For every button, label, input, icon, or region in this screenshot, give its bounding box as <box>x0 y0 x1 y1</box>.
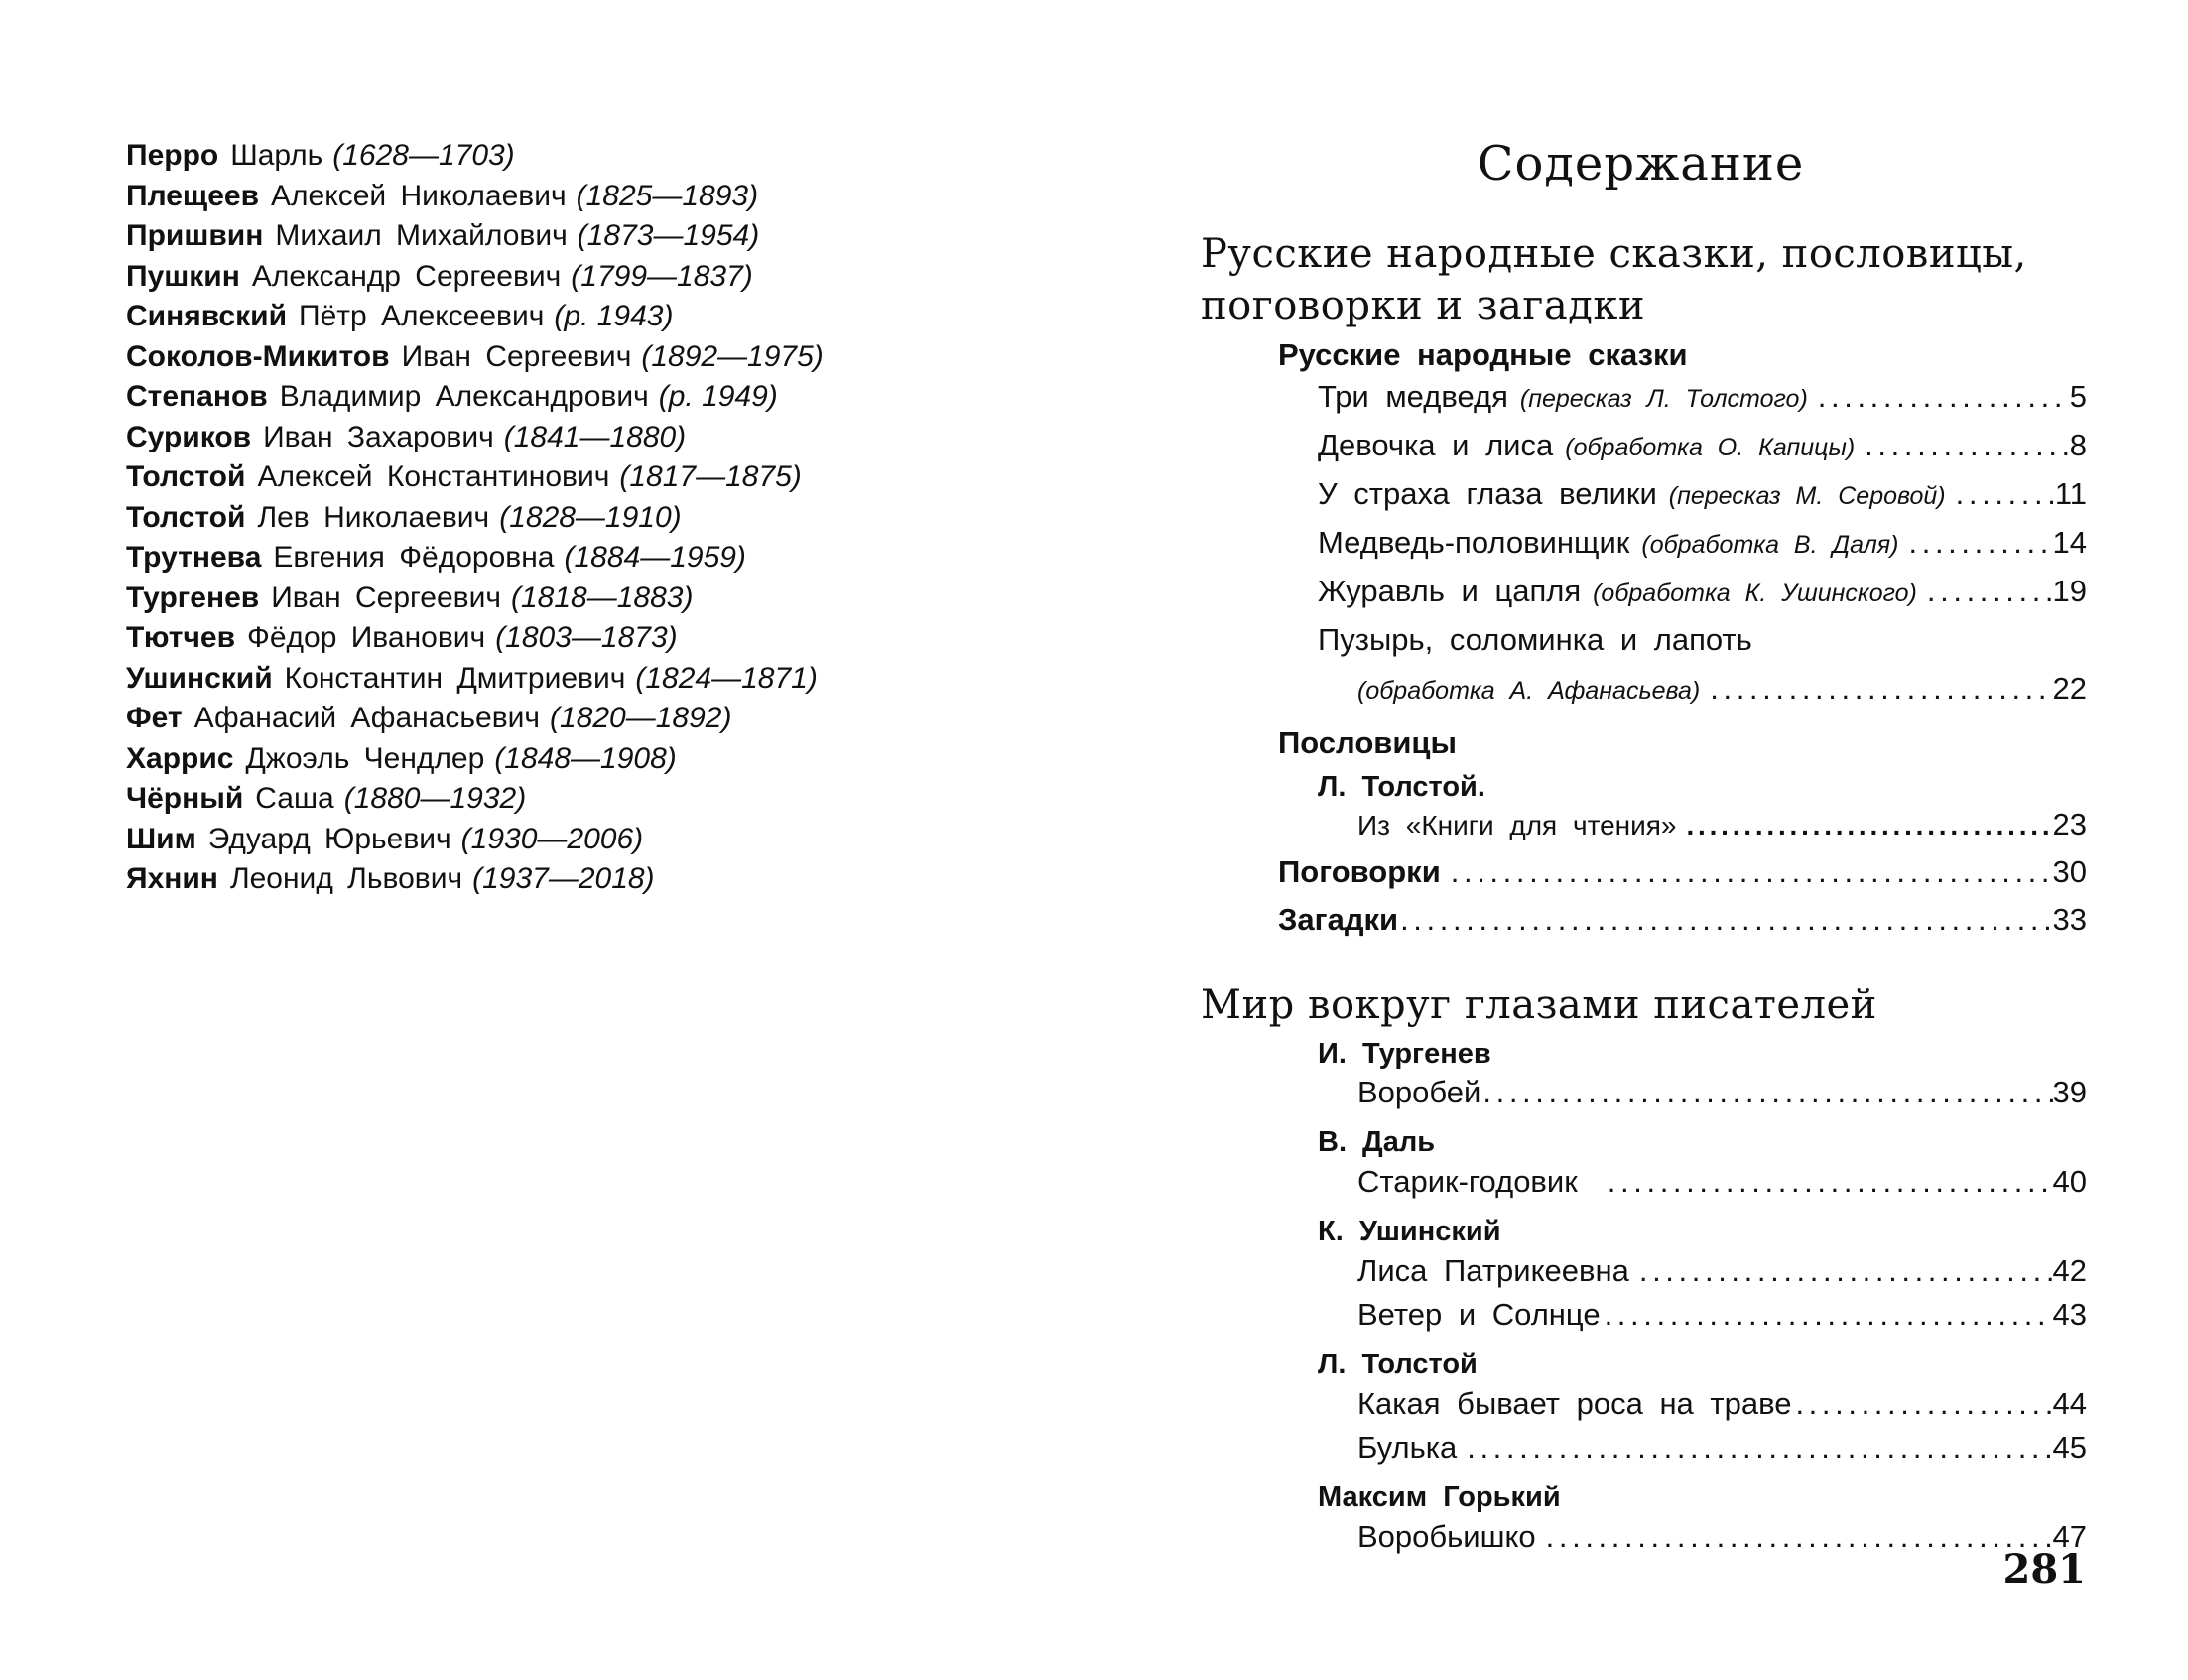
author-entry <box>126 579 1118 619</box>
entry-note: (обработка А. Афанасьева) <box>1357 677 1701 705</box>
author-entry <box>126 779 1118 820</box>
page-ref: 23 <box>2052 807 2087 841</box>
entry-title: У страха глаза велики <box>1318 476 1657 511</box>
author-entry <box>126 377 1118 418</box>
author-entry <box>126 136 1118 177</box>
author-heading: К. Ушинский <box>1318 1216 1501 1247</box>
page-ref: 43 <box>2052 1297 2087 1332</box>
toc-entry[interactable] <box>1357 1519 2087 1565</box>
leader-dots <box>1400 902 2052 938</box>
entry-title: Девочка и лиса <box>1318 428 1554 462</box>
page-ref: 19 <box>2052 574 2087 608</box>
entry-note: (пересказ Л. Толстого) <box>1519 385 1808 413</box>
author-surname: Пушкин <box>126 259 240 293</box>
page-ref: 42 <box>2052 1253 2087 1288</box>
entry-title: Из «Книги для чтения» <box>1357 810 1677 840</box>
entry-title: Пузырь, соломинка и лапоть <box>1318 622 1752 657</box>
author-heading: И. Тургенев <box>1318 1038 1491 1070</box>
author-entry <box>126 297 1118 337</box>
section-heading: Русские народные сказки, пословицы, <box>1201 231 2027 277</box>
author-surname: Соколов-Микитов <box>126 339 390 373</box>
author-name: Константин Дмитриевич <box>284 661 626 695</box>
author-name: Владимир Александрович <box>279 380 649 413</box>
entry-note: (обработка К. Ушинского) <box>1593 580 1917 607</box>
author-years: (1825—1893) <box>576 179 759 212</box>
author-entry <box>126 699 1118 739</box>
author-entry <box>126 498 1118 539</box>
author-years: (1824—1871) <box>635 661 818 695</box>
page-ref: 14 <box>2052 525 2087 560</box>
author-name: Шарль <box>230 139 323 172</box>
entry-title: Журавль и цапля <box>1318 574 1582 608</box>
entry-title: Какая бывает роса на траве <box>1357 1386 1792 1421</box>
entry-note: (обработка О. Капицы) <box>1565 434 1856 461</box>
toc-entry[interactable] <box>1278 854 2087 902</box>
author-years: (1828—1910) <box>499 500 682 534</box>
author-name: Евгения Фёдоровна <box>273 541 555 574</box>
leader-dots <box>1687 810 2053 841</box>
toc-entry[interactable] <box>1357 1075 2087 1120</box>
author-name: Иван Захарович <box>263 420 494 453</box>
page-ref: 22 <box>2052 671 2087 706</box>
author-entry <box>126 739 1118 780</box>
entry-title: Булька <box>1357 1430 1458 1465</box>
table-of-contents <box>1201 129 2087 1565</box>
page-ref: 39 <box>2052 1075 2087 1109</box>
entry-title: Медведь-половинщик <box>1318 525 1630 560</box>
author-surname: Трутнева <box>126 541 262 574</box>
leader-dots <box>1482 1075 2052 1110</box>
author-surname: Плещеев <box>126 179 260 212</box>
author-name: Алексей Константинович <box>257 460 610 493</box>
author-years: (1930—2006) <box>460 822 644 855</box>
author-heading: В. Даль <box>1318 1126 1436 1158</box>
author-surname: Чёрный <box>126 782 244 815</box>
toc-entry[interactable] <box>1357 1253 2087 1297</box>
author-years: (1799—1837) <box>571 259 753 293</box>
toc-entry[interactable] <box>1318 525 2087 574</box>
leader-dots <box>1546 1519 2053 1555</box>
author-years: (1884—1959) <box>564 541 746 574</box>
group-heading: Пословицы <box>1278 725 1457 760</box>
author-name: Михаил Михайлович <box>275 219 568 252</box>
page-ref: 47 <box>2052 1519 2087 1554</box>
page-ref: 5 <box>2069 379 2087 414</box>
author-surname: Толстой <box>126 460 246 493</box>
leader-dots <box>1467 1430 2052 1466</box>
toc-entry[interactable] <box>1318 428 2087 476</box>
author-surname: Ушинский <box>126 661 273 695</box>
leader-dots <box>1865 428 2070 463</box>
author-surname: Фет <box>126 702 183 734</box>
author-surname: Яхнин <box>126 862 218 895</box>
leader-dots <box>1795 1386 2052 1422</box>
leader-dots <box>1710 671 2052 707</box>
author-years: (1803—1873) <box>495 621 678 654</box>
entry-title: Три медведя <box>1318 379 1508 414</box>
toc-entry[interactable] <box>1278 902 2087 950</box>
toc-entry[interactable] <box>1318 476 2087 525</box>
author-years: (1873—1954) <box>577 219 760 252</box>
author-surname: Толстой <box>126 500 246 534</box>
author-name: Иван Сергеевич <box>271 581 501 614</box>
author-name: Александр Сергеевич <box>251 259 562 293</box>
author-surname: Харрис <box>126 741 234 775</box>
leader-dots <box>1818 379 2070 415</box>
author-years: (1628—1703) <box>332 139 515 172</box>
author-entry <box>126 618 1118 659</box>
author-name: Фёдор Иванович <box>247 621 486 654</box>
toc-entry[interactable] <box>1357 807 2087 854</box>
page-ref: 11 <box>2054 476 2087 511</box>
entry-note: (пересказ М. Серовой) <box>1668 482 1946 510</box>
author-surname: Тургенев <box>126 581 260 614</box>
author-surname: Суриков <box>126 420 252 453</box>
entry-title: Воробьишко <box>1357 1519 1536 1554</box>
section-heading: Мир вокруг глазами писателей <box>1201 982 1877 1028</box>
page-ref: 30 <box>2052 854 2087 889</box>
author-years: (1841—1880) <box>503 420 687 453</box>
author-entry <box>126 820 1118 860</box>
page-ref: 44 <box>2052 1386 2087 1421</box>
author-name: Пётр Алексеевич <box>299 300 545 332</box>
author-entry <box>126 216 1118 257</box>
entry-title: Загадки <box>1278 902 1399 937</box>
author-years: (1880—1932) <box>343 782 527 815</box>
page-ref: 45 <box>2052 1430 2087 1465</box>
author-surname: Пришвин <box>126 219 264 252</box>
author-years: (1817—1875) <box>619 460 802 493</box>
authors-index <box>126 136 1118 900</box>
author-years: (р. 1943) <box>554 300 674 332</box>
author-entry <box>126 659 1118 700</box>
author-name: Эдуард Юрьевич <box>207 822 451 855</box>
author-years: (1937—2018) <box>472 862 655 895</box>
author-entry <box>126 418 1118 458</box>
section-heading: поговорки и загадки <box>1201 283 1645 328</box>
page-ref: 40 <box>2052 1164 2087 1199</box>
author-surname: Перро <box>126 139 219 172</box>
author-years: (1818—1883) <box>511 581 694 614</box>
entry-note: (обработка В. Даля) <box>1641 531 1899 559</box>
page-ref: 33 <box>2052 902 2087 937</box>
author-name: Саша <box>255 782 334 815</box>
author-entry <box>126 538 1118 579</box>
leader-dots <box>1451 854 2053 890</box>
entry-title: Старик-годовик <box>1357 1164 1578 1199</box>
toc-title: Содержание <box>1477 136 1805 192</box>
author-heading: Л. Толстой. <box>1318 771 1485 803</box>
entry-title: Поговорки <box>1278 854 1441 889</box>
entry-title: Воробей <box>1357 1075 1481 1109</box>
page-ref: 8 <box>2069 428 2087 462</box>
toc-entry[interactable] <box>1357 671 2087 719</box>
author-entry <box>126 337 1118 378</box>
author-name: Алексей Николаевич <box>271 179 567 212</box>
entry-title: Лиса Патрикеевна <box>1357 1253 1629 1288</box>
toc-entry[interactable] <box>1357 1164 2087 1210</box>
leader-dots <box>1639 1253 2053 1289</box>
toc-entry[interactable] <box>1318 379 2087 428</box>
author-heading: Л. Толстой <box>1318 1349 1478 1380</box>
author-entry <box>126 257 1118 298</box>
toc-entry[interactable] <box>1357 1297 2087 1343</box>
author-name: Леонид Львович <box>229 862 463 895</box>
author-surname: Синявский <box>126 300 288 332</box>
author-name: Лев Николаевич <box>257 500 490 534</box>
author-name: Джоэль Чендлер <box>245 741 485 775</box>
toc-entry-title-line[interactable] <box>1318 622 2087 671</box>
author-surname: Шим <box>126 822 196 855</box>
author-years: (1892—1975) <box>641 339 824 373</box>
entry-title: Ветер и Солнце <box>1357 1297 1601 1332</box>
author-surname: Степанов <box>126 380 268 413</box>
author-entry <box>126 859 1118 900</box>
author-years: (1848—1908) <box>494 741 677 775</box>
author-years: (р. 1949) <box>658 380 778 413</box>
author-name: Иван Сергеевич <box>401 339 632 373</box>
author-heading: Максим Горький <box>1318 1482 1561 1513</box>
leader-dots <box>1927 574 2053 609</box>
author-years: (1820—1892) <box>550 702 732 734</box>
leader-dots <box>1909 525 2053 561</box>
toc-entry[interactable] <box>1357 1430 2087 1476</box>
leader-dots <box>1605 1297 2053 1333</box>
author-name: Афанасий Афанасьевич <box>193 702 541 734</box>
author-entry <box>126 457 1118 498</box>
toc-entry[interactable] <box>1357 1386 2087 1430</box>
group-heading: Русские народные сказки <box>1278 337 1688 372</box>
leader-dots <box>1956 476 2055 512</box>
toc-entry[interactable] <box>1318 574 2087 622</box>
leader-dots <box>1608 1164 2053 1200</box>
page-number: 281 <box>2002 1546 2086 1593</box>
author-surname: Тютчев <box>126 621 236 654</box>
author-entry <box>126 177 1118 217</box>
